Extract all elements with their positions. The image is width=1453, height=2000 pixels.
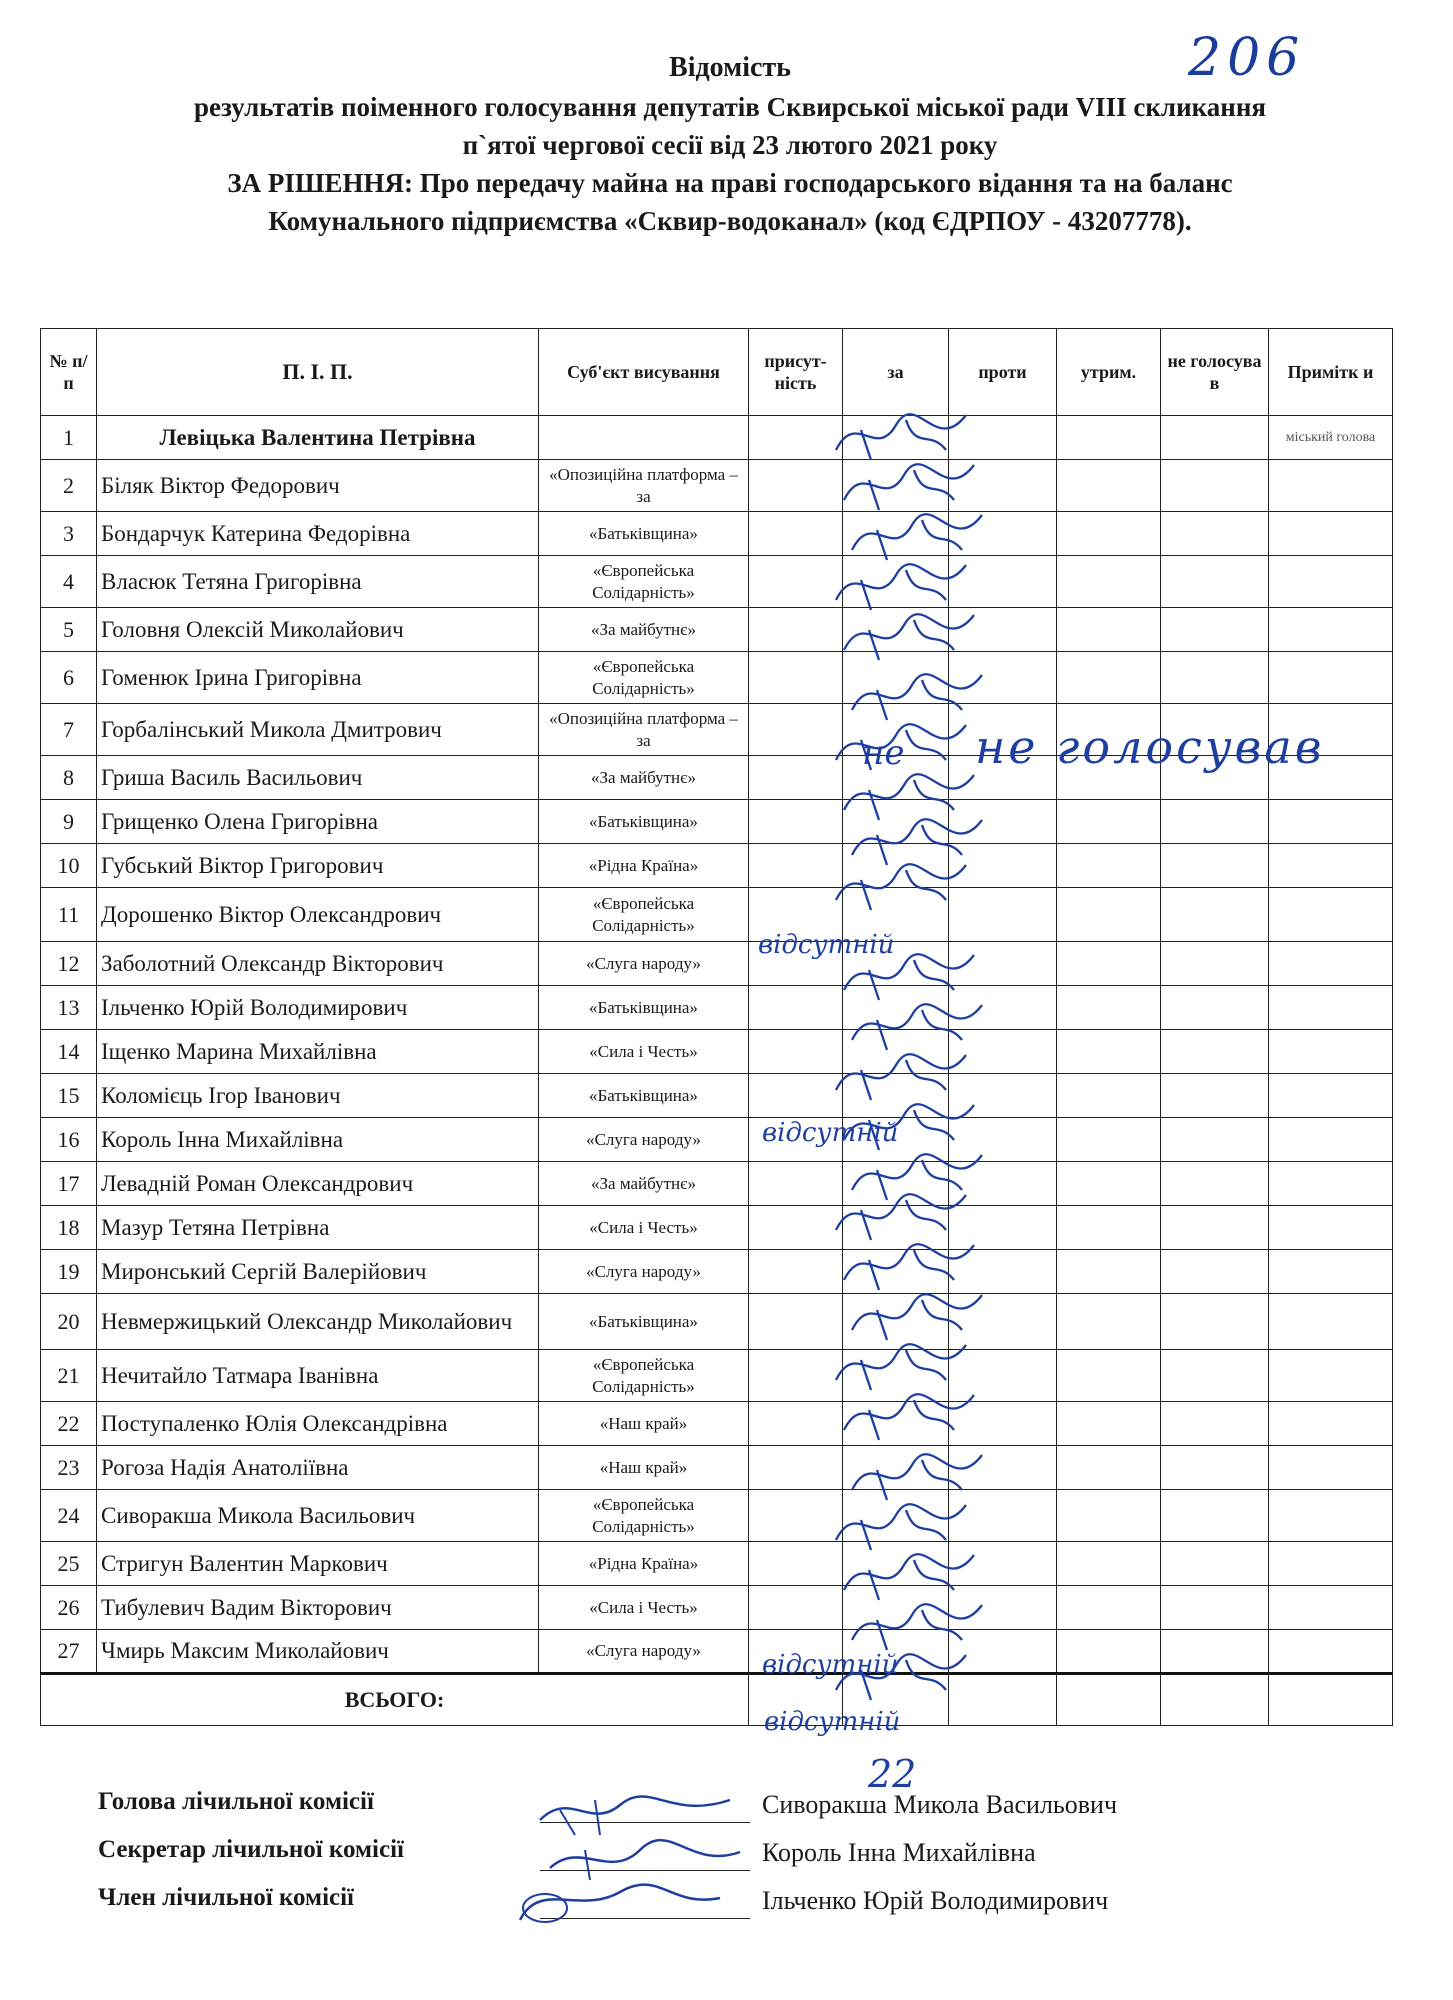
row-number: 18 bbox=[41, 1206, 97, 1250]
deputy-name: Біляк Віктор Федорович bbox=[97, 460, 539, 512]
deputy-name: Горбалінський Микола Дмитрович bbox=[97, 704, 539, 756]
presence-cell bbox=[749, 844, 843, 888]
notes-cell: міський голова bbox=[1269, 416, 1393, 460]
table-row bbox=[41, 888, 1393, 942]
notes-cell bbox=[1269, 1118, 1393, 1162]
table-row bbox=[41, 416, 1393, 460]
vote-against-cell bbox=[949, 1402, 1057, 1446]
table-row bbox=[41, 942, 1393, 986]
nominating-party bbox=[539, 416, 749, 460]
nominating-party: «Слуга народу» bbox=[539, 1630, 749, 1674]
table-row bbox=[41, 1074, 1393, 1118]
row-number: 4 bbox=[41, 556, 97, 608]
voting-table-body bbox=[41, 416, 1393, 1674]
vote-abstain-cell bbox=[1057, 1118, 1161, 1162]
notes-cell bbox=[1269, 652, 1393, 704]
not-voted-cell bbox=[1161, 1206, 1269, 1250]
total-notes bbox=[1269, 1674, 1393, 1726]
presence-cell bbox=[749, 1446, 843, 1490]
vote-abstain-cell bbox=[1057, 1294, 1161, 1350]
row-number: 22 bbox=[41, 1402, 97, 1446]
deputy-name: Рогоза Надія Анатоліївна bbox=[97, 1446, 539, 1490]
vote-against-cell bbox=[949, 1542, 1057, 1586]
table-row bbox=[41, 1402, 1393, 1446]
table-row bbox=[41, 1586, 1393, 1630]
vote-against-cell bbox=[949, 1074, 1057, 1118]
row-number: 10 bbox=[41, 844, 97, 888]
row-number: 13 bbox=[41, 986, 97, 1030]
not-voted-cell bbox=[1161, 556, 1269, 608]
presence-cell bbox=[749, 986, 843, 1030]
nominating-party: «За майбутнє» bbox=[539, 1162, 749, 1206]
vote-for-cell bbox=[843, 1206, 949, 1250]
table-row bbox=[41, 1446, 1393, 1490]
vote-against-cell bbox=[949, 1490, 1057, 1542]
table-row bbox=[41, 1030, 1393, 1074]
row-number: 12 bbox=[41, 942, 97, 986]
vote-abstain-cell bbox=[1057, 1402, 1161, 1446]
vote-against-cell bbox=[949, 1250, 1057, 1294]
row-number: 25 bbox=[41, 1542, 97, 1586]
deputy-name: Грищенко Олена Григорівна bbox=[97, 800, 539, 844]
not-voted-cell bbox=[1161, 888, 1269, 942]
row-number: 19 bbox=[41, 1250, 97, 1294]
notes-cell bbox=[1269, 1206, 1393, 1250]
not-voted-cell bbox=[1161, 986, 1269, 1030]
notes-cell bbox=[1269, 800, 1393, 844]
notes-cell bbox=[1269, 844, 1393, 888]
table-row bbox=[41, 556, 1393, 608]
presence-cell bbox=[749, 1586, 843, 1630]
nominating-party: «Батьківщина» bbox=[539, 512, 749, 556]
row-number: 16 bbox=[41, 1118, 97, 1162]
deputy-name: Гоменюк Ірина Григорівна bbox=[97, 652, 539, 704]
presence-cell bbox=[749, 1206, 843, 1250]
nominating-party: «Наш край» bbox=[539, 1446, 749, 1490]
notes-cell bbox=[1269, 888, 1393, 942]
presence-cell bbox=[749, 416, 843, 460]
presence-cell bbox=[749, 1402, 843, 1446]
presence-cell bbox=[749, 1542, 843, 1586]
notes-cell bbox=[1269, 986, 1393, 1030]
nominating-party: «Батьківщина» bbox=[539, 800, 749, 844]
col-header-for: за bbox=[843, 329, 949, 416]
vote-against-cell bbox=[949, 986, 1057, 1030]
nominating-party: «Сила і Честь» bbox=[539, 1030, 749, 1074]
notes-cell bbox=[1269, 608, 1393, 652]
table-row bbox=[41, 1294, 1393, 1350]
vote-against-cell bbox=[949, 1446, 1057, 1490]
vote-for-cell bbox=[843, 512, 949, 556]
vote-abstain-cell bbox=[1057, 1446, 1161, 1490]
nominating-party: «Батьківщина» bbox=[539, 1294, 749, 1350]
notes-cell bbox=[1269, 942, 1393, 986]
row-number: 21 bbox=[41, 1350, 97, 1402]
table-row bbox=[41, 844, 1393, 888]
row-number: 1 bbox=[41, 416, 97, 460]
not-voted-cell bbox=[1161, 1074, 1269, 1118]
deputy-name: Король Інна Михайлівна bbox=[97, 1118, 539, 1162]
row-number: 5 bbox=[41, 608, 97, 652]
vote-abstain-cell bbox=[1057, 888, 1161, 942]
deputy-name: Миронський Сергій Валерійович bbox=[97, 1250, 539, 1294]
notes-cell bbox=[1269, 1030, 1393, 1074]
vote-against-cell bbox=[949, 1586, 1057, 1630]
vote-abstain-cell bbox=[1057, 1074, 1161, 1118]
deputy-name: Невмержицький Олександр Миколайович bbox=[97, 1294, 539, 1350]
row-number: 2 bbox=[41, 460, 97, 512]
col-header-presence: присут-ність bbox=[749, 329, 843, 416]
deputy-name: Бондарчук Катерина Федорівна bbox=[97, 512, 539, 556]
row-number: 14 bbox=[41, 1030, 97, 1074]
deputy-name: Тибулевич Вадим Вікторович bbox=[97, 1586, 539, 1630]
notes-cell bbox=[1269, 1294, 1393, 1350]
document-header bbox=[60, 48, 1400, 240]
presence-cell bbox=[749, 1030, 843, 1074]
not-voted-cell bbox=[1161, 416, 1269, 460]
table-row bbox=[41, 1118, 1393, 1162]
document-title: Відомість bbox=[669, 52, 791, 83]
not-voted-cell bbox=[1161, 1350, 1269, 1402]
nominating-party: «Рідна Країна» bbox=[539, 844, 749, 888]
nominating-party: «Європейська Солідарність» bbox=[539, 888, 749, 942]
row-number: 15 bbox=[41, 1074, 97, 1118]
vote-for-cell bbox=[843, 1402, 949, 1446]
nominating-party: «Сила і Честь» bbox=[539, 1206, 749, 1250]
row-number: 23 bbox=[41, 1446, 97, 1490]
nominating-party: «Європейська Солідарність» bbox=[539, 1350, 749, 1402]
vote-against-cell bbox=[949, 608, 1057, 652]
not-voted-cell bbox=[1161, 942, 1269, 986]
total-row bbox=[41, 1674, 1393, 1726]
notes-cell bbox=[1269, 1446, 1393, 1490]
nominating-party: «Європейська Солідарність» bbox=[539, 556, 749, 608]
handwritten-absent-27: відсутній bbox=[764, 1707, 901, 1737]
row-number: 20 bbox=[41, 1294, 97, 1350]
notes-cell bbox=[1269, 1586, 1393, 1630]
row-number: 11 bbox=[41, 888, 97, 942]
header-line-5: Комунального підприємства «Сквир-водоканал» (код ЄДРПОУ - 43207778). bbox=[268, 206, 1192, 236]
vote-for-cell bbox=[843, 1542, 949, 1586]
not-voted-cell bbox=[1161, 1250, 1269, 1294]
col-header-not-voted: не голосува в bbox=[1161, 329, 1269, 416]
presence-cell bbox=[749, 1074, 843, 1118]
vote-abstain-cell bbox=[1057, 416, 1161, 460]
vote-against-cell bbox=[949, 800, 1057, 844]
deputy-name: Головня Олексій Миколайович bbox=[97, 608, 539, 652]
vote-for-cell bbox=[843, 1446, 949, 1490]
table-row bbox=[41, 608, 1393, 652]
vote-abstain-cell bbox=[1057, 608, 1161, 652]
handwritten-absent-15: відсутній bbox=[762, 1118, 899, 1148]
deputy-name: Сиворакша Микола Васильович bbox=[97, 1490, 539, 1542]
presence-cell bbox=[749, 460, 843, 512]
voting-table bbox=[40, 328, 1393, 1726]
col-header-abstain: утрим. bbox=[1057, 329, 1161, 416]
vote-against-cell bbox=[949, 1206, 1057, 1250]
vote-abstain-cell bbox=[1057, 1250, 1161, 1294]
vote-against-cell bbox=[949, 844, 1057, 888]
presence-cell bbox=[749, 512, 843, 556]
handwritten-prefix: не bbox=[862, 733, 905, 773]
vote-abstain-cell bbox=[1057, 1162, 1161, 1206]
presence-cell bbox=[749, 756, 843, 800]
commission-signatures bbox=[500, 1780, 770, 1930]
vote-for-cell bbox=[843, 844, 949, 888]
member-name: Ільченко Юрій Володимирович bbox=[762, 1886, 1109, 1915]
not-voted-cell bbox=[1161, 800, 1269, 844]
deputy-name: Дорошенко Віктор Олександрович bbox=[97, 888, 539, 942]
nominating-party: «Європейська Солідарність» bbox=[539, 1490, 749, 1542]
vote-against-cell bbox=[949, 1118, 1057, 1162]
deputy-name: Коломієць Ігор Іванович bbox=[97, 1074, 539, 1118]
handwritten-absent-11: відсутній bbox=[758, 930, 895, 960]
presence-cell bbox=[749, 1250, 843, 1294]
secretary-label: Секретар лічильної комісії bbox=[98, 1836, 404, 1863]
header-line-2: результатів поіменного голосування депутатів Сквирської міської ради VIII скликання bbox=[193, 92, 1267, 122]
header-line-3: п`ятої чергової сесії від 23 лютого 2021 року bbox=[462, 130, 998, 160]
row-number: 8 bbox=[41, 756, 97, 800]
not-voted-cell bbox=[1161, 1294, 1269, 1350]
nominating-party: «Опозиційна платформа – за bbox=[539, 460, 749, 512]
table-row bbox=[41, 1162, 1393, 1206]
deputy-name: Заболотний Олександр Вікторович bbox=[97, 942, 539, 986]
not-voted-cell bbox=[1161, 460, 1269, 512]
col-header-party: Суб'єкт висування bbox=[539, 329, 749, 416]
handwritten-page-number: 206 bbox=[1188, 28, 1306, 88]
row-number: 17 bbox=[41, 1162, 97, 1206]
notes-cell bbox=[1269, 512, 1393, 556]
notes-cell bbox=[1269, 1250, 1393, 1294]
vote-for-cell bbox=[843, 1294, 949, 1350]
deputy-name: Гриша Василь Васильович bbox=[97, 756, 539, 800]
notes-cell bbox=[1269, 1350, 1393, 1402]
not-voted-cell bbox=[1161, 1490, 1269, 1542]
vote-against-cell bbox=[949, 1350, 1057, 1402]
row-number: 3 bbox=[41, 512, 97, 556]
handwritten-absent-26: відсутній bbox=[762, 1650, 899, 1680]
presence-cell bbox=[749, 800, 843, 844]
vote-abstain-cell bbox=[1057, 460, 1161, 512]
row-number: 6 bbox=[41, 652, 97, 704]
nominating-party: «Слуга народу» bbox=[539, 1118, 749, 1162]
deputy-name: Стригун Валентин Маркович bbox=[97, 1542, 539, 1586]
vote-abstain-cell bbox=[1057, 1490, 1161, 1542]
nominating-party: «Сила і Честь» bbox=[539, 1586, 749, 1630]
vote-abstain-cell bbox=[1057, 1206, 1161, 1250]
vote-abstain-cell bbox=[1057, 1350, 1161, 1402]
presence-cell bbox=[749, 556, 843, 608]
table-row bbox=[41, 460, 1393, 512]
deputy-name: Чмирь Максим Миколайович bbox=[97, 1630, 539, 1674]
col-header-notes: Примітк и bbox=[1269, 329, 1393, 416]
nominating-party: «За майбутнє» bbox=[539, 608, 749, 652]
nominating-party: «Батьківщина» bbox=[539, 1074, 749, 1118]
vote-for-cell bbox=[843, 1586, 949, 1630]
vote-against-cell bbox=[949, 652, 1057, 704]
not-voted-cell bbox=[1161, 844, 1269, 888]
nominating-party: «Батьківщина» bbox=[539, 986, 749, 1030]
vote-against-cell bbox=[949, 416, 1057, 460]
nominating-party: «Слуга народу» bbox=[539, 942, 749, 986]
total-label: ВСЬОГО: bbox=[41, 1674, 749, 1726]
not-voted-cell bbox=[1161, 512, 1269, 556]
not-voted-cell bbox=[1161, 608, 1269, 652]
deputy-name: Левіцька Валентина Петрівна bbox=[97, 416, 539, 460]
nominating-party: «Європейська Солідарність» bbox=[539, 652, 749, 704]
not-voted-cell bbox=[1161, 1630, 1269, 1674]
row-number: 26 bbox=[41, 1586, 97, 1630]
not-voted-cell bbox=[1161, 1586, 1269, 1630]
vote-for-cell bbox=[843, 1350, 949, 1402]
vote-abstain-cell bbox=[1057, 1030, 1161, 1074]
table-row bbox=[41, 512, 1393, 556]
table-row bbox=[41, 800, 1393, 844]
presence-cell bbox=[749, 608, 843, 652]
deputy-name: Мазур Тетяна Петрівна bbox=[97, 1206, 539, 1250]
vote-against-cell bbox=[949, 942, 1057, 986]
vote-abstain-cell bbox=[1057, 800, 1161, 844]
nominating-party: «Рідна Країна» bbox=[539, 1542, 749, 1586]
table-row bbox=[41, 1350, 1393, 1402]
vote-abstain-cell bbox=[1057, 652, 1161, 704]
nominating-party: «Слуга народу» bbox=[539, 1250, 749, 1294]
handwritten-not-voted-note: не голосував bbox=[975, 720, 1325, 774]
vote-for-cell bbox=[843, 1074, 949, 1118]
vote-abstain-cell bbox=[1057, 1586, 1161, 1630]
vote-against-cell bbox=[949, 460, 1057, 512]
notes-cell bbox=[1269, 556, 1393, 608]
vote-against-cell bbox=[949, 1630, 1057, 1674]
presence-cell bbox=[749, 704, 843, 756]
deputy-name: Поступаленко Юлія Олександрівна bbox=[97, 1402, 539, 1446]
vote-for-cell bbox=[843, 1162, 949, 1206]
vote-abstain-cell bbox=[1057, 556, 1161, 608]
vote-for-cell bbox=[843, 556, 949, 608]
table-header-row bbox=[41, 329, 1393, 416]
vote-against-cell bbox=[949, 512, 1057, 556]
vote-abstain-cell bbox=[1057, 986, 1161, 1030]
table-row bbox=[41, 1250, 1393, 1294]
not-voted-cell bbox=[1161, 1030, 1269, 1074]
notes-cell bbox=[1269, 460, 1393, 512]
not-voted-cell bbox=[1161, 1118, 1269, 1162]
not-voted-cell bbox=[1161, 1446, 1269, 1490]
vote-against-cell bbox=[949, 1162, 1057, 1206]
presence-cell bbox=[749, 1490, 843, 1542]
presence-cell bbox=[749, 652, 843, 704]
row-number: 9 bbox=[41, 800, 97, 844]
total-abstain bbox=[1057, 1674, 1161, 1726]
presence-cell bbox=[749, 1162, 843, 1206]
vote-for-cell bbox=[843, 1490, 949, 1542]
vote-against-cell bbox=[949, 556, 1057, 608]
notes-cell bbox=[1269, 1490, 1393, 1542]
notes-cell bbox=[1269, 1630, 1393, 1674]
total-not-voted bbox=[1161, 1674, 1269, 1726]
vote-for-cell bbox=[843, 460, 949, 512]
col-header-name: П. І. П. bbox=[97, 329, 539, 416]
deputy-name: Ільченко Юрій Володимирович bbox=[97, 986, 539, 1030]
table-row bbox=[41, 986, 1393, 1030]
deputy-name: Іщенко Марина Михайлівна bbox=[97, 1030, 539, 1074]
nominating-party: «За майбутнє» bbox=[539, 756, 749, 800]
col-header-against: проти bbox=[949, 329, 1057, 416]
deputy-name: Левадній Роман Олександрович bbox=[97, 1162, 539, 1206]
vote-abstain-cell bbox=[1057, 1542, 1161, 1586]
notes-cell bbox=[1269, 1402, 1393, 1446]
deputy-name: Власюк Тетяна Григорівна bbox=[97, 556, 539, 608]
vote-for-cell bbox=[843, 1030, 949, 1074]
vote-abstain-cell bbox=[1057, 512, 1161, 556]
row-number: 27 bbox=[41, 1630, 97, 1674]
vote-for-cell bbox=[843, 800, 949, 844]
notes-cell bbox=[1269, 1074, 1393, 1118]
total-against bbox=[949, 1674, 1057, 1726]
nominating-party: «Опозиційна платформа – за bbox=[539, 704, 749, 756]
vote-for-cell bbox=[843, 416, 949, 460]
table-row bbox=[41, 1542, 1393, 1586]
deputy-name: Губський Віктор Григорович bbox=[97, 844, 539, 888]
table-row bbox=[41, 1206, 1393, 1250]
chair-label: Голова лічильної комісії bbox=[98, 1788, 374, 1815]
not-voted-cell bbox=[1161, 1542, 1269, 1586]
not-voted-cell bbox=[1161, 1162, 1269, 1206]
table-row bbox=[41, 1490, 1393, 1542]
chair-name: Сиворакша Микола Васильович bbox=[762, 1790, 1118, 1819]
vote-against-cell bbox=[949, 1294, 1057, 1350]
vote-for-cell bbox=[843, 986, 949, 1030]
not-voted-cell bbox=[1161, 1402, 1269, 1446]
vote-for-cell bbox=[843, 1250, 949, 1294]
nominating-party: «Наш край» bbox=[539, 1402, 749, 1446]
vote-against-cell bbox=[949, 1030, 1057, 1074]
vote-for-cell bbox=[843, 652, 949, 704]
header-line-4: ЗА РІШЕННЯ: Про передачу майна на праві господарського відання та на баланс bbox=[227, 168, 1233, 198]
table-row bbox=[41, 652, 1393, 704]
presence-cell bbox=[749, 1294, 843, 1350]
row-number: 7 bbox=[41, 704, 97, 756]
vote-abstain-cell bbox=[1057, 844, 1161, 888]
row-number: 24 bbox=[41, 1490, 97, 1542]
table-row bbox=[41, 1630, 1393, 1674]
vote-for-cell bbox=[843, 608, 949, 652]
vote-abstain-cell bbox=[1057, 942, 1161, 986]
member-label: Член лічильної комісії bbox=[98, 1884, 355, 1911]
vote-abstain-cell bbox=[1057, 1630, 1161, 1674]
vote-against-cell bbox=[949, 888, 1057, 942]
presence-cell bbox=[749, 1350, 843, 1402]
notes-cell bbox=[1269, 1162, 1393, 1206]
handwritten-total-for: 22 bbox=[868, 1752, 917, 1796]
not-voted-cell bbox=[1161, 652, 1269, 704]
col-header-num: № п/п bbox=[41, 329, 97, 416]
deputy-name: Нечитайло Татмара Іванівна bbox=[97, 1350, 539, 1402]
notes-cell bbox=[1269, 1542, 1393, 1586]
secretary-name: Король Інна Михайлівна bbox=[762, 1838, 1036, 1867]
